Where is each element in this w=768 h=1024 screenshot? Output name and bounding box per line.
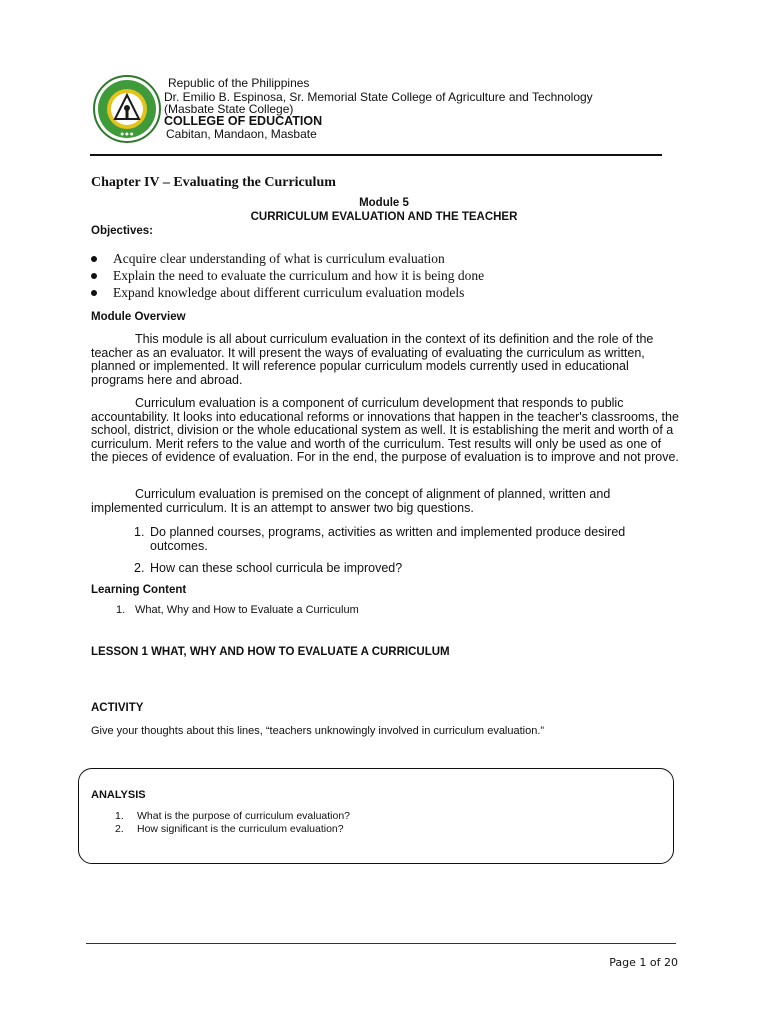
module-overview-heading: Module Overview bbox=[91, 311, 186, 323]
header-divider bbox=[90, 154, 662, 156]
list-item bbox=[91, 284, 484, 301]
lesson-title: LESSON 1 WHAT, WHY AND HOW TO EVALUATE A CURRICULUM bbox=[91, 646, 450, 658]
objective-text: Acquire clear understanding of what is curriculum evaluation bbox=[113, 251, 445, 266]
header-address: Cabitan, Mandaon, Masbate bbox=[166, 127, 317, 141]
college-seal-icon bbox=[92, 74, 162, 144]
module-number: Module 5 bbox=[359, 197, 409, 209]
questions-list bbox=[134, 525, 679, 553]
list-item bbox=[91, 267, 484, 284]
footer-divider bbox=[86, 943, 676, 944]
objective-text: Explain the need to evaluate the curriculum and how it is being done bbox=[113, 268, 485, 283]
objectives-list bbox=[91, 250, 484, 301]
questions-list-continued bbox=[134, 561, 679, 575]
learning-content-item bbox=[116, 604, 359, 616]
analysis-question: How significant is the curriculum evaluation? bbox=[137, 823, 344, 835]
list-item bbox=[134, 561, 679, 575]
bullet-icon bbox=[91, 290, 97, 296]
page-number: Page 1 of 20 bbox=[609, 956, 678, 969]
list-number: 2. bbox=[115, 823, 124, 835]
objective-text: Expand knowledge about different curriculum evaluation models bbox=[113, 285, 465, 300]
question-text: Do planned courses, programs, activities as written and implemented produce desired outcomes. bbox=[150, 525, 626, 553]
list-item bbox=[115, 810, 350, 822]
header-college-name: Dr. Emilio B. Espinosa, Sr. Memorial State College of Agriculture and Technology bbox=[164, 90, 593, 104]
bullet-icon bbox=[91, 256, 97, 262]
header-republic: Republic of the Philippines bbox=[168, 76, 310, 90]
list-number: 2. bbox=[134, 561, 145, 575]
list-number: 1. bbox=[116, 604, 126, 616]
analysis-heading: ANALYSIS bbox=[91, 789, 146, 801]
bullet-icon bbox=[91, 273, 97, 279]
chapter-title: Chapter IV – Evaluating the Curriculum bbox=[91, 175, 336, 190]
list-number: 1. bbox=[134, 525, 145, 539]
header-department: COLLEGE OF EDUCATION bbox=[164, 114, 323, 128]
overview-paragraph: This module is all about curriculum evaluation in the context of its definition and the role of the teacher as an evaluator. It will present the ways of evaluating of evaluating the curriculum as written, planned or implemented. It will reference popular curriculum models currently used in educational programs here and abroad. bbox=[91, 332, 654, 387]
list-number: 1. bbox=[115, 810, 124, 822]
analysis-box bbox=[78, 768, 674, 864]
svg-text:● ● ●: ● ● ● bbox=[120, 131, 134, 136]
module-title: CURRICULUM EVALUATION AND THE TEACHER bbox=[250, 211, 518, 223]
objectives-heading: Objectives: bbox=[91, 225, 153, 237]
activity-heading: ACTIVITY bbox=[91, 702, 144, 714]
list-item bbox=[115, 823, 344, 835]
header-college-alias: (Masbate State College) bbox=[164, 102, 294, 116]
evaluation-paragraph: Curriculum evaluation is a component of curriculum development that responds to public accountability. It looks into educational reforms or innovations that happen in the teacher's classrooms, the school, district, division or the whole educational system as well. It is establishing the merit and worth of a curriculum. Merit refers to the value and worth of the curriculum. Test results will only be used as one of the pieces of evidence of evaluation. For in the end, the purpose of evaluation is to improve and not prove. bbox=[91, 396, 679, 465]
list-item bbox=[91, 250, 484, 267]
premise-paragraph: Curriculum evaluation is premised on the concept of alignment of planned, written and implemented curriculum. It is an attempt to answer two big questions. bbox=[91, 487, 611, 515]
list-item bbox=[134, 525, 679, 553]
learning-content-heading: Learning Content bbox=[91, 584, 187, 596]
activity-prompt: Give your thoughts about this lines, “teachers unknowingly involved in curriculum evaluation.” bbox=[91, 725, 545, 737]
learning-content-text: What, Why and How to Evaluate a Curriculum bbox=[135, 604, 359, 616]
question-text: How can these school curricula be improved? bbox=[150, 561, 403, 575]
analysis-question: What is the purpose of curriculum evaluation? bbox=[137, 810, 351, 822]
